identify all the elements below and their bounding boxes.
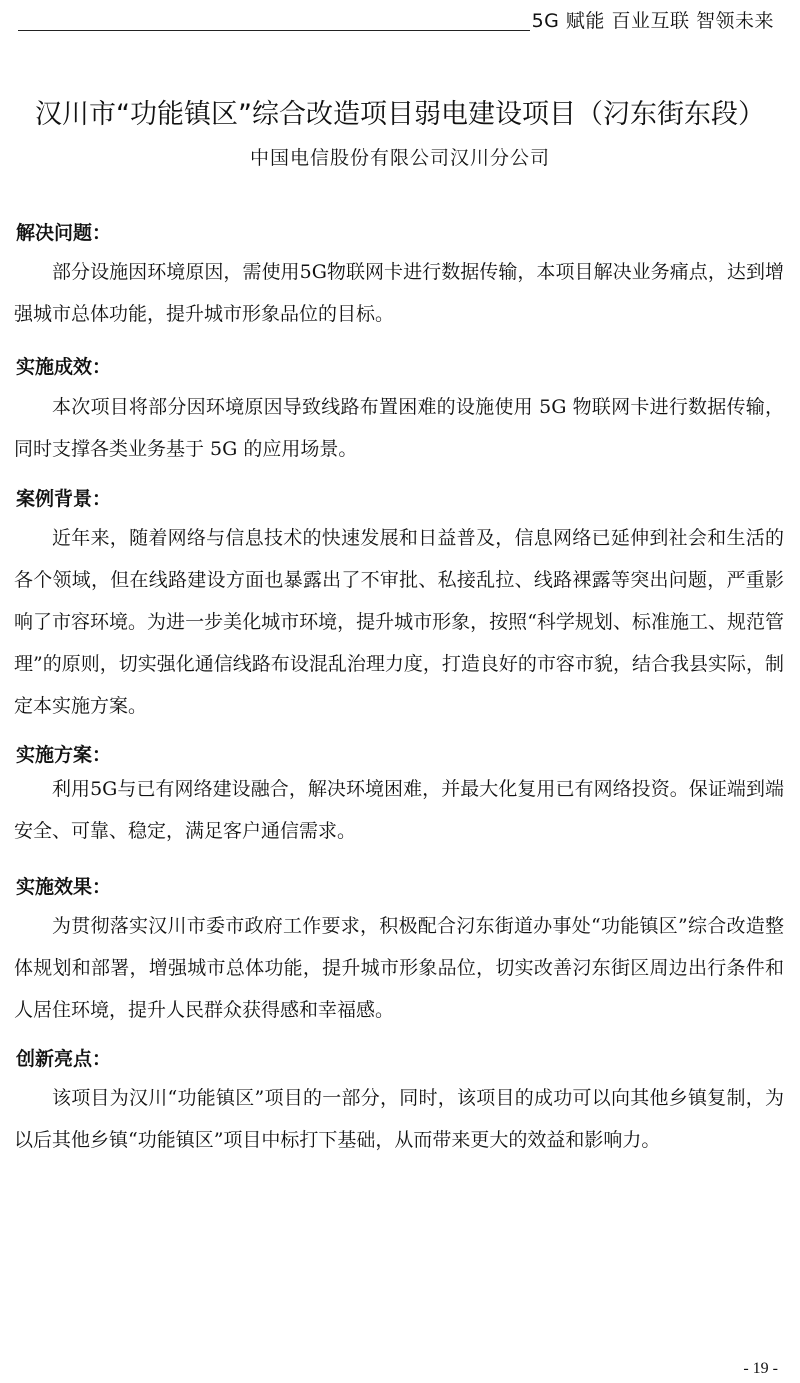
document-subtitle: 中国电信股份有限公司汉川分公司	[249, 147, 550, 169]
section-heading-innovation: 创新亮点：	[16, 1048, 112, 1070]
section-body-plan: 利用5G与已有网络建设融合，解决环境困难，并最大化复用已有网络投资。保证端到端安全、可靠、稳定，满足客户通信需求。	[14, 778, 784, 842]
document-title: 汉川市“功能镇区”综合改造项目弱电建设项目（汈东街东段）	[35, 99, 765, 130]
page-number: - 19 -	[743, 1360, 778, 1377]
section-heading-problem: 解决问题：	[16, 222, 112, 244]
section-body-effect: 为贯彻落实汉川市委市政府工作要求，积极配合汈东街道办事处“功能镇区”综合改造整体规划和部署，增强城市总体功能，提升城市形象品位，切实改善汈东街区周边出行条件和人居住环境，提升人民群众获得感和幸福感。	[14, 915, 784, 1021]
section-heading-effect: 实施效果：	[16, 876, 112, 898]
section-body-background: 近年来，随着网络与信息技术的快速发展和日益普及，信息网络已延伸到社会和生活的各个领域，但在线路建设方面也暴露出了不审批、私接乱拉、线路裸露等突出问题，严重影响了市容环境。为进一步美化城市环境，提升城市形象，按照“科学规划、标准施工、规范管理”的原则，切实强化通信线路布设混乱治理力度，打造良好的市容市貌，结合我县实际，制定本实施方案。	[14, 527, 784, 717]
section-body-results: 本次项目将部分因环境原因导致线路布置困难的设施使用 5G 物联网卡进行数据传输，同时支撑各类业务基于 5G 的应用场景。	[14, 396, 784, 460]
section-body-problem: 部分设施因环境原因，需使用5G物联网卡进行数据传输，本项目解决业务痛点，达到增强城市总体功能，提升城市形象品位的目标。	[14, 261, 784, 325]
header-rule	[18, 30, 530, 31]
section-body-innovation: 该项目为汉川“功能镇区”项目的一部分，同时，该项目的成功可以向其他乡镇复制，为以后其他乡镇“功能镇区”项目中标打下基础，从而带来更大的效益和影响力。	[14, 1087, 784, 1151]
section-heading-plan: 实施方案：	[16, 744, 112, 766]
header-slogan: 5G 赋能 百业互联 智领未来	[531, 10, 774, 32]
section-heading-background: 案例背景：	[16, 488, 112, 510]
section-heading-results: 实施成效：	[16, 356, 112, 378]
